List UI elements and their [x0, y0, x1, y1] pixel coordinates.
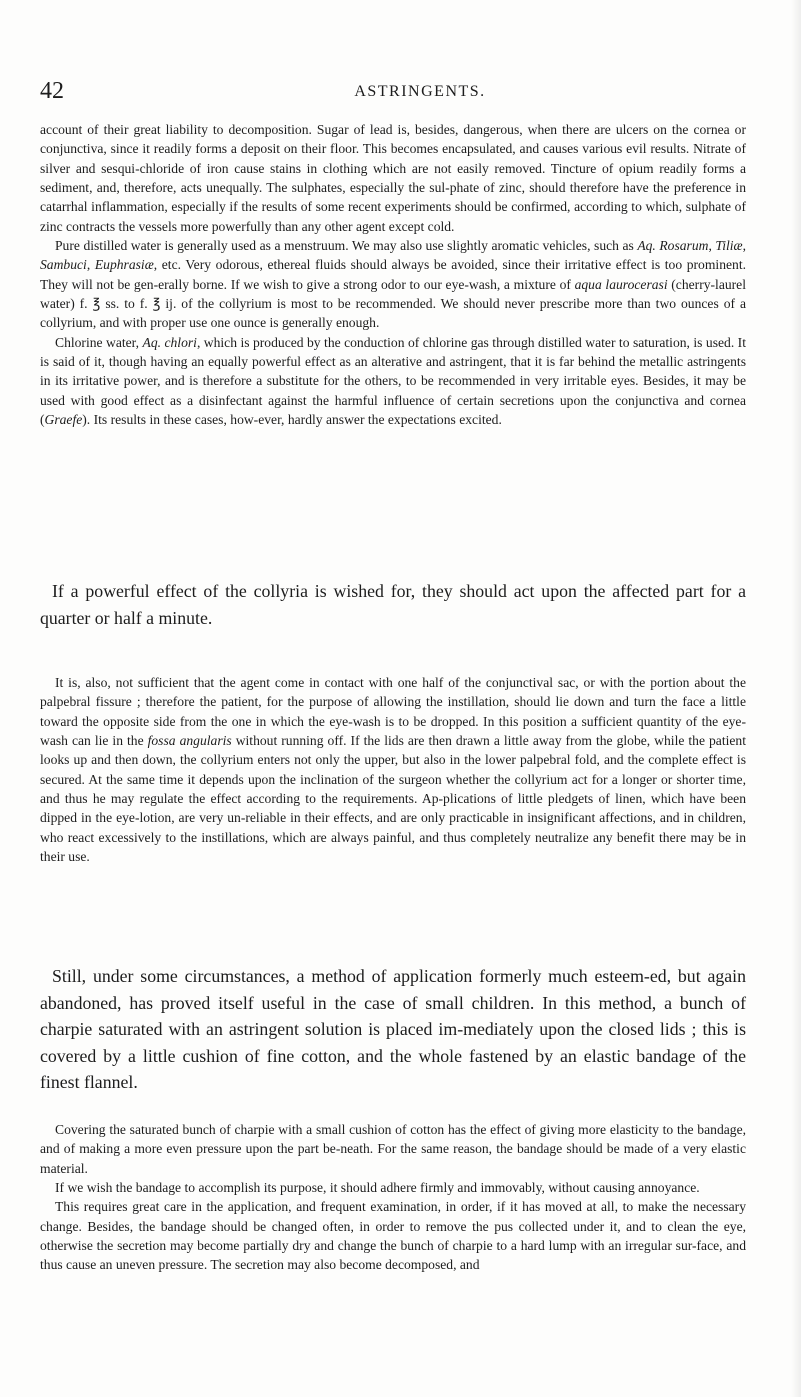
- page-header: [40, 78, 740, 104]
- latin-term: Sambuci: [40, 257, 87, 273]
- latin-term: aqua laurocerasi: [574, 276, 668, 292]
- latin-term: Tiliæ: [715, 238, 743, 254]
- text-block-large-1: [40, 578, 746, 631]
- text-block-small-2: [40, 673, 746, 866]
- paragraph: Chlorine water, Aq. chlori, which is produced by the conduction of chlorine gas through distilled water to saturation, is used. It is said of it, though having an equally powerful effect as an alterative and astringent, that it is far behind the metallic astringents in its irritative power, and is therefore a substitute for the others, to be recommended in very irritable eyes. Besides, it may be used with good effect as a disinfectant against the harmful influence of certain secretions upon the conjunctiva and cornea (Graefe). Its results in these cases, how-ever, hardly answer the expectations excited.: [40, 334, 746, 428]
- latin-term: Aq. chlori: [142, 334, 197, 350]
- page-edge-shadow: [791, 0, 801, 1397]
- paragraph: This requires great care in the application, and frequent examination, in order, if it has moved at all, to make the necessary change. Besides, the bandage should be changed often, in order to remove the pus collected under it, and to clean the eye, otherwise the secretion may become partially dry and change the bunch of charpie to a hard lump with an irregular sur-face, and thus cause an uneven pressure. The secretion may also become decomposed, and: [40, 1199, 746, 1273]
- paragraph: Pure distilled water is generally used as a menstruum. We may also use slightly aromatic vehicles, such as Aq. Rosarum, Tiliæ, Sambuci, Euphrasiæ, etc. Very odorous, ethereal fluids should always be avoided, since their irritative effect is too prominent. They will not be gen-erally borne. If we wish to give a strong odor to our eye-wash, a mixture of aqua laurocerasi (cherry-laurel water) f. ℥ ss. to f. ℥ ij. of the collyrium is most to be recommended. We should never prescribe more than two ounces of a collyrium, and with proper use one ounce is generally enough.: [40, 238, 747, 331]
- author-name: Graefe: [44, 412, 83, 428]
- paragraph: Still, under some circumstances, a method of application formerly much esteem-ed, but again abandoned, has proved itself useful in the case of small children. In this method, a bunch of charpie saturated with an astringent solution is placed im-mediately upon the closed lids ; this is covered by a little cushion of fine cotton, and the whole fastened by an elastic bandage of the finest flannel.: [40, 966, 746, 1092]
- paragraph: account of their great liability to decomposition. Sugar of lead is, besides, dangerous, when there are ulcers on the cornea or conjunctiva, since it readily forms a deposit on their floor. This becomes encapsulated, and causes various evil results. Nitrate of silver and sesqui-chloride of iron cause stains in clothing which are not easily removed. Tincture of opium readily forms a sediment, and, therefore, acts unequally. The sulphates, especially the sul-phate of zinc, should therefore have the preference in catarrhal inflammation, especially if the results of some recent experiments should be confirmed, according to which, sulphate of zinc contracts the vessels more powerfully than any other agent except cold.: [40, 122, 746, 234]
- text-block-large-2: [40, 963, 746, 1096]
- paragraph: It is, also, not sufficient that the agent come in contact with one half of the conjunctival sac, or with the portion about the palpebral fissure ; therefore the patient, for the purpose of allowing the instillation, should lie down and turn the face a little toward the opposite side from the one in which the eye-wash is to be dropped. In this position a sufficient quantity of the eye-wash can lie in the fossa angularis without running off. If the lids are then drawn a little away from the globe, while the patient looks up and then down, the collyrium enters not only the upper, but also in the lower palpebral fold, and the complete effect is secured. At the same time it depends upon the inclination of the surgeon whether the collyrium act for a longer or shorter time, and thus he may regulate the effect according to the requirements. Ap-plications of little pledgets of linen, which have been dipped in the eye-lotion, are very un-reliable in their effects, and are only practicable in insignificant affections, and in children, who react excessively to the instillations, which are always painful, and thus completely neutralize any benefit there may be in their use.: [40, 675, 746, 865]
- paragraph: If a powerful effect of the collyria is wished for, they should act upon the affected part for a quarter or half a minute.: [40, 581, 746, 628]
- paragraph: Covering the saturated bunch of charpie with a small cushion of cotton has the effect of giving more elasticity to the bandage, and of making a more even pressure upon the part be-neath. For the same reason, the bandage should be made of a very elastic material.: [40, 1122, 746, 1176]
- text-block-small-3: [40, 1120, 746, 1275]
- latin-term: fossa angularis: [147, 733, 232, 749]
- latin-term: Aq. Rosarum: [637, 238, 709, 254]
- running-title: ASTRINGENTS.: [354, 83, 486, 100]
- text-block-small-1: [40, 120, 746, 430]
- latin-term: Euphrasiæ: [94, 257, 154, 273]
- paragraph: If we wish the bandage to accomplish its purpose, it should adhere firmly and immovably, without causing annoyance.: [55, 1180, 700, 1196]
- page-number: 42: [40, 78, 64, 104]
